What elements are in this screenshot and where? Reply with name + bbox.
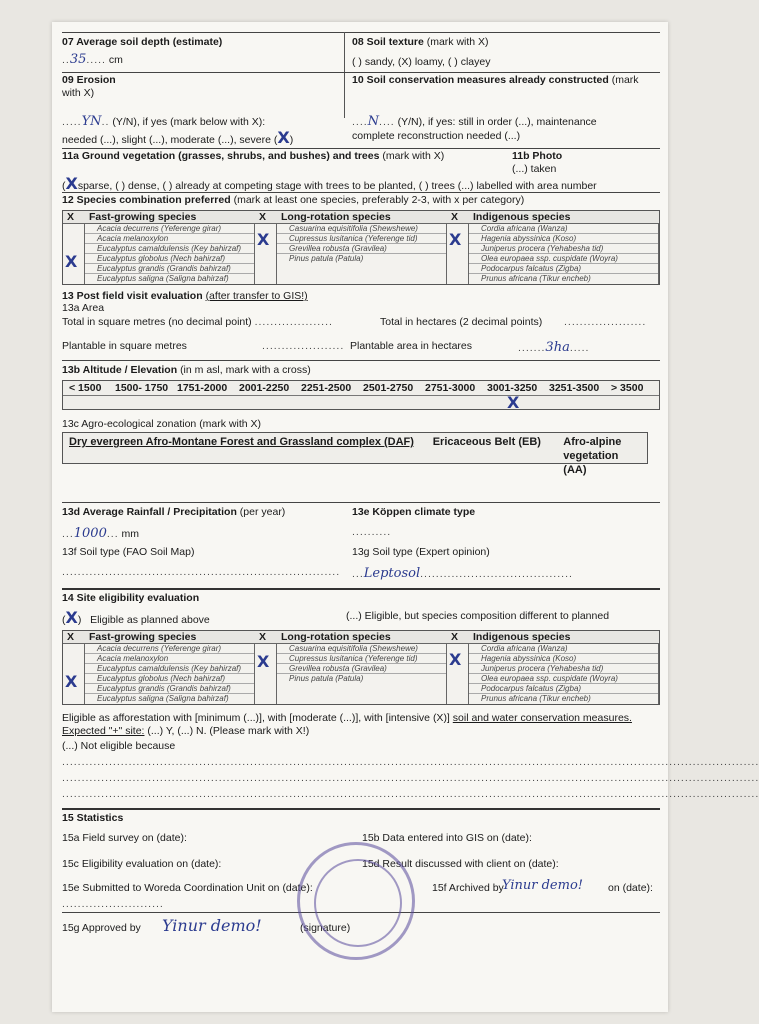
- s13-label: 13 Post field visit evaluation: [62, 290, 203, 302]
- indig-list: [469, 224, 659, 284]
- list-item: Cupressus lusitanica (Yeferenge tid): [277, 654, 446, 664]
- s15d-label: 15d Result discussed with client on (date):: [362, 858, 559, 870]
- section-14: [62, 592, 660, 605]
- alt-band: 3251-3500: [549, 382, 600, 394]
- col-x: X: [67, 631, 75, 643]
- area-total-row: Total in square metres (no decimal point) .................... Total in hectares (2 decimal points) .....................: [62, 316, 647, 328]
- s14-opt1: Eligible as planned above: [90, 614, 210, 626]
- section-08: [352, 36, 652, 49]
- col-x: X: [259, 211, 267, 223]
- s14-plus: Expected "+" site:: [62, 725, 145, 738]
- list-item: Juniperus procera (Yehabesha tid): [469, 244, 658, 254]
- s08-hint: (mark with X): [426, 36, 489, 48]
- s15b-label: 15b Data entered into GIS on (date):: [362, 832, 532, 844]
- s11a-label: 11a Ground vegetation (grasses, shrubs, and bushes) and trees: [62, 150, 380, 162]
- fast-list: [85, 224, 255, 284]
- list-item: Eucalyptus camaldulensis (Key bahirzaf): [85, 664, 254, 674]
- form-page: [52, 22, 759, 1012]
- s12-label: 12 Species combination preferred: [62, 194, 231, 206]
- fast-mark: X: [65, 672, 78, 691]
- s14-afforest: [62, 712, 660, 738]
- long-mark-col: [255, 224, 277, 284]
- list-item: Podocarpus falcatus (Zigba): [469, 264, 658, 274]
- top-rule: [62, 32, 660, 33]
- s13b-hint: (in m asl, mark with a cross): [180, 364, 311, 376]
- col-indig: Indigenous species: [473, 211, 571, 223]
- s14-opt2: (...) Eligible, but species composition different to planned: [346, 610, 610, 622]
- alt-band: 1500- 1750: [115, 382, 169, 394]
- alt-band: 1751-2000: [177, 382, 228, 394]
- rainfall-answer: ...1000... mm: [62, 526, 140, 541]
- col-long: Long-rotation species: [281, 631, 391, 643]
- s10-answer: ....N.... (Y/N), if yes: still in order (...), maintenance complete reconstruction needed (...): [352, 114, 660, 143]
- dotted-line: ..................................................................................................................................................................................: [62, 772, 759, 784]
- dotted-line: ..................................................................................................................................................................................: [62, 756, 759, 768]
- s09-degree-mark: X: [277, 128, 290, 148]
- s14-label: 14 Site eligibility evaluation: [62, 592, 200, 604]
- s11b-label: 11b Photo: [512, 150, 563, 162]
- s15f-end: on (date):: [608, 882, 653, 894]
- rule: [62, 808, 660, 810]
- list-item: Cordia africana (Wanza): [469, 224, 658, 234]
- long-mark: X: [257, 230, 270, 249]
- rule: [62, 588, 660, 590]
- list-item: Acacia melanoxylon: [85, 654, 254, 664]
- s13e-label: 13e Köppen climate type: [352, 506, 476, 518]
- s07-answer: ..35..... cm: [62, 52, 123, 67]
- species-table-header: [63, 211, 659, 224]
- rule: [62, 72, 660, 73]
- fast-list: [85, 644, 255, 704]
- s07-unit: cm: [108, 54, 123, 66]
- s15a-label: 15a Field survey on (date):: [62, 832, 187, 844]
- list-item: Eucalyptus saligna (Saligna bahirzaf): [97, 274, 229, 283]
- alt-band: 2501-2750: [363, 382, 414, 394]
- altitude-mark: X: [507, 393, 520, 412]
- plant-sqm-label: Plantable in square metres: [62, 340, 187, 352]
- s15-label: 15 Statistics: [62, 812, 124, 824]
- list-item: Juniperus procera (Yehabesha tid): [469, 664, 658, 674]
- aez-eb: Ericaceous Belt (EB): [432, 436, 541, 448]
- list-item: Grevillea robusta (Gravilea): [277, 244, 446, 254]
- section-12: [62, 194, 660, 207]
- s14-not-eligible: (...) Not eligible because: [62, 740, 176, 752]
- section-10: [352, 74, 660, 87]
- list-item: Eucalyptus globolus (Nech bahirzaf): [85, 674, 254, 684]
- s14-options: (X) Eligible as planned above (...) Eligible, but species composition different to planned: [62, 608, 610, 627]
- list-item: Pinus patula (Patula): [289, 674, 364, 683]
- s15f-label: 15f Archived by: [432, 882, 504, 894]
- list-item: Hagenia abyssinica (Koso): [469, 654, 658, 664]
- s13e-row: [352, 506, 652, 519]
- s13d-label: 13d Average Rainfall / Precipitation: [62, 506, 237, 518]
- list-item: Eucalyptus camaldulensis (Key bahirzaf): [85, 244, 254, 254]
- s10-yn-text: (Y/N), if yes: still in order (...), maintenance: [397, 116, 597, 128]
- list-item: Acacia decurrens (Yeferenge girar): [85, 644, 254, 654]
- plant-ha-value: 3ha: [545, 340, 570, 355]
- long-list: [277, 224, 447, 284]
- list-item: Acacia decurrens (Yeferenge girar): [85, 224, 254, 234]
- list-item: Eucalyptus grandis (Grandis bahirzaf): [85, 684, 254, 694]
- list-item: Podocarpus falcatus (Zigba): [469, 684, 658, 694]
- s08-answer: [352, 56, 652, 69]
- indig-mark-col: [447, 224, 469, 284]
- indig-mark: X: [449, 650, 462, 669]
- long-mark-col: [255, 644, 277, 704]
- s09-answer: .....YN.. (Y/N), if yes (mark below with X): needed (...), slight (...), moderate (...), severe (X): [62, 114, 294, 148]
- list-item: Cupressus lusitanica (Yeferenge tid): [277, 234, 446, 244]
- s09-yn: YN: [81, 114, 102, 129]
- s10-hint: (mark: [611, 74, 639, 86]
- col-indig: Indigenous species: [473, 631, 571, 643]
- plant-ha-label: Plantable area in hectares: [350, 340, 472, 352]
- col-x: X: [451, 631, 459, 643]
- fast-mark-col: [63, 224, 85, 284]
- list-item: Acacia melanoxylon: [85, 234, 254, 244]
- rainfall-value: 1000: [73, 526, 107, 541]
- rule: [62, 148, 660, 149]
- s07-hint: (estimate): [172, 36, 223, 48]
- s13c-row: [62, 418, 660, 431]
- s13c-hint: (mark with X): [199, 418, 262, 430]
- s13b-row: [62, 364, 660, 377]
- s09-degrees: needed (...), slight (...), moderate (...), severe: [62, 134, 271, 147]
- aez-aa: Afro-alpine vegetation (AA): [563, 436, 622, 476]
- s13c-label: 13c Agro-ecological zonation: [62, 418, 197, 430]
- s09-hint: with X): [62, 87, 95, 100]
- alt-band: 2251-2500: [301, 382, 352, 394]
- col-long: Long-rotation species: [281, 211, 391, 223]
- long-mark: X: [257, 652, 270, 671]
- s15g-end: (signature): [300, 922, 351, 934]
- s11a-hint: (mark with X): [382, 150, 445, 162]
- list-item: Grevillea robusta (Gravilea): [277, 664, 446, 674]
- indig-list: [469, 644, 659, 704]
- aez-daf: Dry evergreen Afro-Montane Forest and Grassland complex (DAF): [69, 436, 414, 448]
- col-x: X: [451, 211, 459, 223]
- s13b-label: 13b Altitude / Elevation: [62, 364, 178, 376]
- soil-expert-value: Leptosol: [363, 566, 421, 581]
- archived-signature: Yinur demo!: [502, 878, 583, 893]
- s14-plus-opts: (...) Y, (...) N. (Please mark with X!): [147, 725, 310, 738]
- s11a-options: sparse, ( ) dense, ( ) already at competing stage with trees to be planted, ( ) trees (...) labelled with area number: [77, 180, 597, 192]
- list-item: Casuarina equisitifolia (Shewshewe): [277, 224, 446, 234]
- s14-afforest-link: soil and water conservation measures.: [452, 712, 632, 724]
- s13a-label: 13a Area: [62, 302, 105, 314]
- list-item: Hagenia abyssinica (Koso): [469, 234, 658, 244]
- fast-mark-col: [63, 644, 85, 704]
- list-item: Cordia africana (Wanza): [469, 644, 658, 654]
- species-table-14: [62, 630, 660, 705]
- s15g-label: 15g Approved by: [62, 922, 141, 934]
- s11b-taken: (...) taken: [512, 163, 557, 176]
- col-x: X: [259, 631, 267, 643]
- s07-value: 35: [69, 52, 87, 67]
- list-item: Olea europaea ssp. cuspidate (Woyra): [469, 254, 658, 264]
- s12-hint: (mark at least one species, preferably 2-3, with x per category): [233, 194, 525, 206]
- alt-band: < 1500: [69, 382, 102, 394]
- col-fast: Fast-growing species: [89, 211, 197, 223]
- species-table-12: [62, 210, 660, 285]
- rule: [62, 192, 660, 193]
- species-table-header: [63, 631, 659, 644]
- col-x: X: [67, 211, 75, 223]
- aez-table: [62, 432, 648, 476]
- s13f-label: 13f Soil type (FAO Soil Map): [62, 546, 195, 558]
- s14-afforest-text: Eligible as afforestation with [minimum (...)], with [moderate (...)], with [intensive (X)]: [62, 712, 450, 724]
- fast-mark: X: [65, 252, 78, 271]
- list-item: Eucalyptus saligna (Saligna bahirzaf): [97, 694, 229, 703]
- altitude-bands: [63, 381, 659, 396]
- list-item: Casuarina equisitifolia (Shewshewe): [277, 644, 446, 654]
- s11a-options-row: (Xsparse, ( ) dense, ( ) already at competing stage with trees to be planted, ( ) trees (...) labelled with area number: [62, 174, 597, 193]
- soil-answers: ....................................................................... ...Leptosol.......................................: [62, 566, 573, 581]
- total-ha-label: Total in hectares (2 decimal points): [380, 316, 543, 328]
- total-sqm-label: Total in square metres (no decimal point): [62, 316, 252, 328]
- alt-band: 2001-2250: [239, 382, 290, 394]
- alt-band: > 3500: [611, 382, 644, 394]
- list-item: Prunus africana (Tikur encheb): [481, 694, 591, 703]
- s15c-label: 15c Eligibility evaluation on (date):: [62, 858, 222, 870]
- s09-yn-text: (Y/N), if yes (mark below with X):: [112, 116, 266, 128]
- dotted-line: ..........................: [62, 898, 164, 910]
- altitude-table: [62, 380, 660, 410]
- long-list: [277, 644, 447, 704]
- indig-mark-col: [447, 644, 469, 704]
- dotted-line: ..................................................................................................................................................................................: [62, 788, 759, 800]
- list-item: Eucalyptus grandis (Grandis bahirzaf): [85, 264, 254, 274]
- rule: [62, 360, 660, 361]
- list-item: Pinus patula (Patula): [289, 254, 364, 263]
- official-stamp-seal: [297, 842, 415, 960]
- list-item: Eucalyptus globolus (Nech bahirzaf): [85, 254, 254, 264]
- s15e-label: 15e Submitted to Woreda Coordination Unit on (date):: [62, 882, 313, 894]
- s10-line2: complete reconstruction needed (...): [352, 130, 521, 143]
- s10-yn: N: [367, 114, 380, 129]
- s07-label: 07 Average soil depth: [62, 36, 170, 48]
- col-fast: Fast-growing species: [89, 631, 197, 643]
- s10-label: 10 Soil conservation measures already constructed: [352, 74, 609, 86]
- koppen-answer: ..........: [352, 526, 392, 538]
- s11a-mark: X: [65, 174, 78, 193]
- rule: [62, 502, 660, 503]
- s13d-hint: (per year): [239, 506, 286, 518]
- s08-label: 08 Soil texture: [352, 36, 424, 48]
- alt-band: 2751-3000: [425, 382, 476, 394]
- rainfall-unit: mm: [121, 528, 140, 540]
- alt-band: 3001-3250: [487, 382, 538, 394]
- s13-link: (after transfer to GIS!): [205, 290, 308, 302]
- approved-signature: Yinur demo!: [162, 916, 262, 935]
- s08-options: ( ) sandy, (X) loamy, ( ) clayey: [352, 56, 491, 68]
- area-plantable-row: Plantable in square metres ..................... Plantable area in hectares .......3ha.....: [62, 340, 590, 355]
- list-item: Prunus africana (Tikur encheb): [481, 274, 591, 283]
- s13g-label: 13g Soil type (Expert opinion): [352, 546, 490, 558]
- indig-mark: X: [449, 230, 462, 249]
- s09-label: 09 Erosion: [62, 74, 116, 86]
- section-11b: [512, 150, 652, 176]
- list-item: Olea europaea ssp. cuspidate (Woyra): [469, 674, 658, 684]
